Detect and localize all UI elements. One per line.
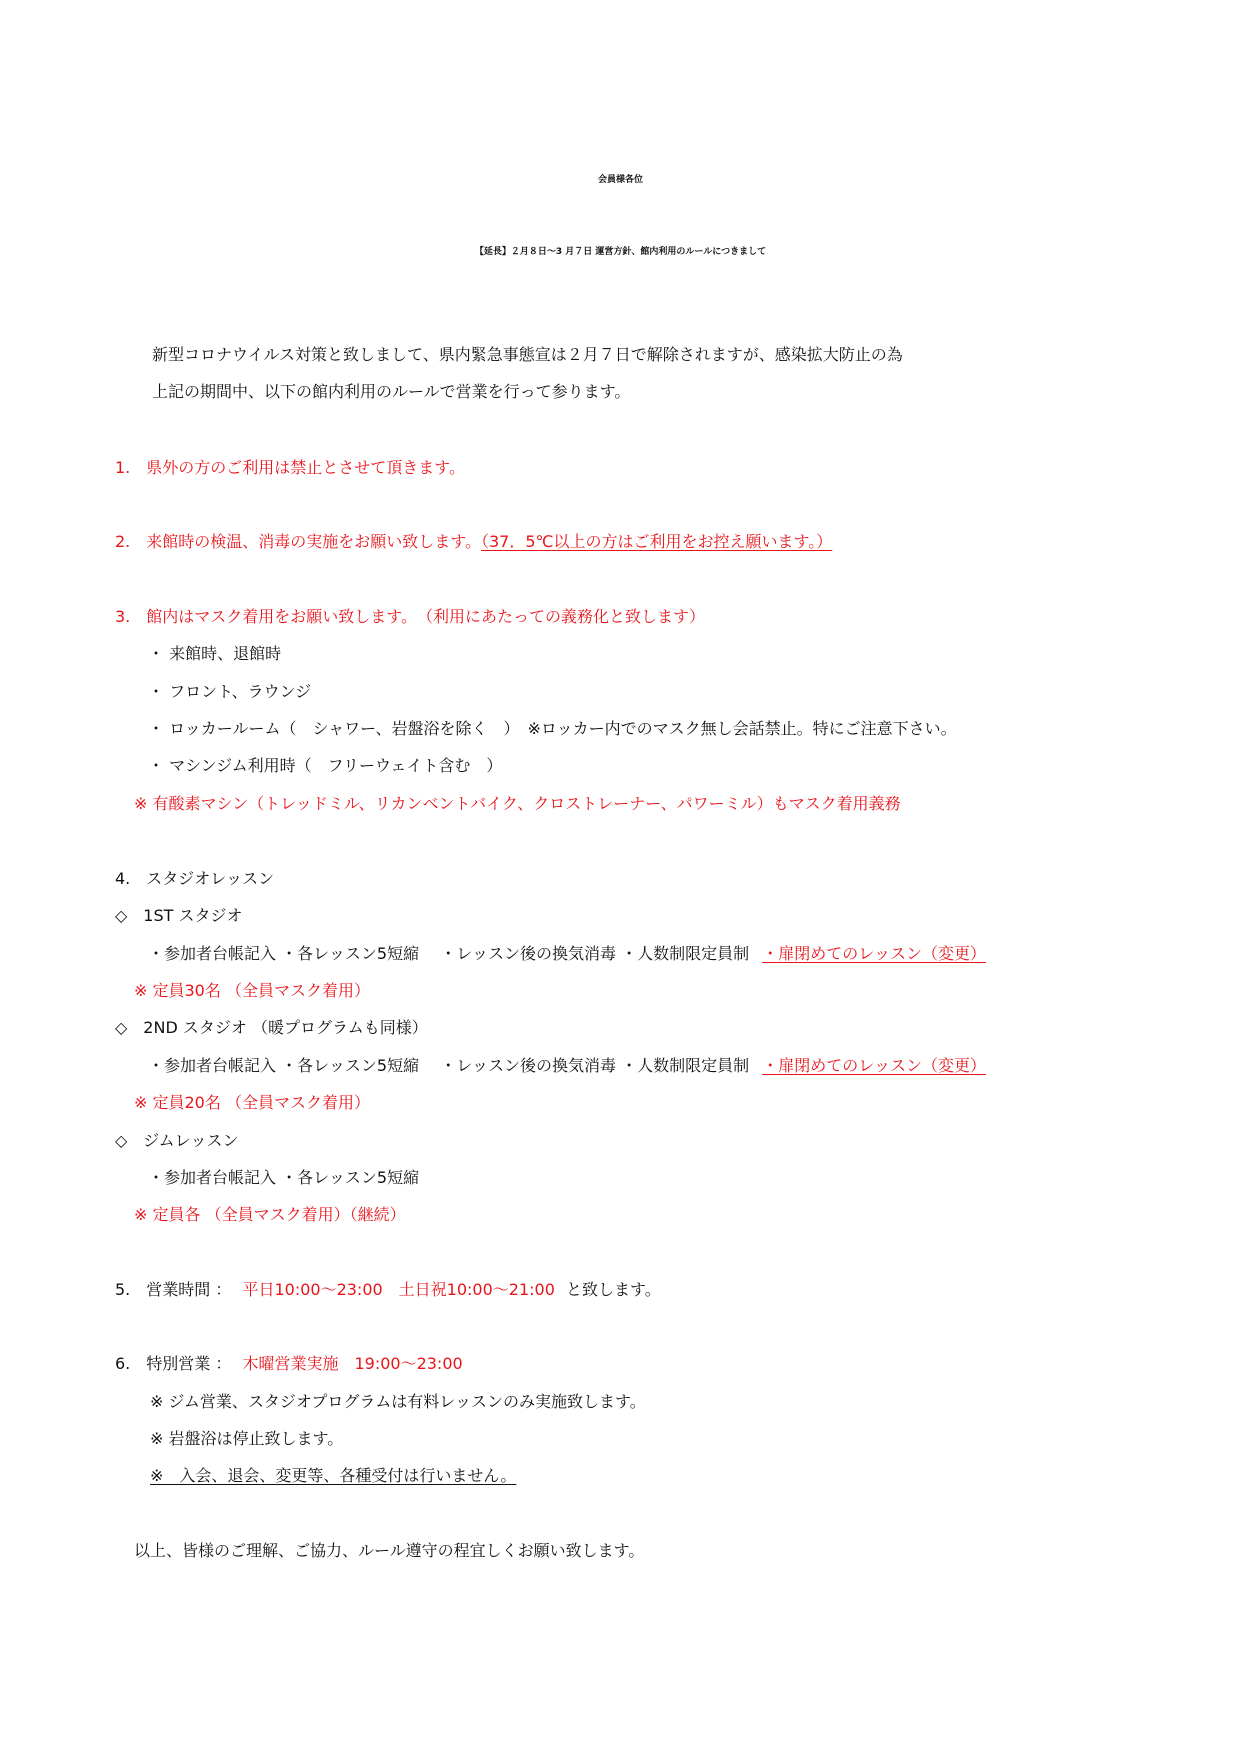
- section-6-label: 6. 特別営業 ：: [115, 1354, 232, 1373]
- studio-1-capacity: ※ 定員30名 （全員マスク着用）: [134, 981, 370, 1000]
- document-subtitle: 【延長】２月８日～3 月７日 運営方針、館内利用のルールにつきまして: [474, 247, 767, 257]
- section-3-item-2: ・ フロント、ラウンジ: [148, 682, 312, 701]
- section-6: [115, 1356, 463, 1372]
- section-5-hours: 平日10:00～23:00 土日祝10:00～21:00: [242, 1280, 555, 1299]
- studio-1-rules: [148, 946, 986, 962]
- section-3-item-3: ・ ロッカールーム（ シャワー、岩盤浴を除く ） ※ロッカー内でのマスク無し会話禁止。特にご注意下さい。: [148, 719, 957, 738]
- section-3-item-1: ・ 来館時、退館時: [148, 644, 282, 663]
- intro-line-1: 新型コロナウイルス対策と致しまして、県内緊急事態宣は２月７日で解除されますが、感染拡大防止の為: [152, 345, 903, 364]
- section-1: 1. 県外の方のご利用は禁止とさせて頂きます。: [115, 458, 465, 477]
- gym-lesson-rules: ・参加者台帳記入 ・各レッスン5短縮: [148, 1168, 420, 1187]
- section-5: [115, 1282, 661, 1298]
- studio-2-capacity: ※ 定員20名 （全員マスク着用）: [134, 1093, 370, 1112]
- section-4-heading: 4. スタジオレッスン: [115, 869, 275, 888]
- intro-line-2: 上記の期間中、以下の館内利用のルールで営業を行って参ります。: [152, 382, 631, 401]
- section-3-heading: 3. 館内はマスク着用をお願い致します。 （利用にあたっての義務化と致します）: [115, 607, 705, 626]
- section-6-value: 木曜営業実施 19:00～23:00: [242, 1354, 463, 1373]
- studio-2-rules: [148, 1058, 986, 1074]
- gym-lesson-label: ◇ ジムレッスン: [115, 1131, 239, 1150]
- studio-1-rules-text: ・参加者台帳記入 ・各レッスン5短縮 ・レッスン後の換気消毒 ・人数制限定員制: [148, 944, 750, 963]
- section-3-note: ※ 有酸素マシン（トレッドミル、リカンベントバイク、クロストレーナー、パワーミル）もマスク着用義務: [134, 794, 901, 813]
- studio-2-rules-text: ・参加者台帳記入 ・各レッスン5短縮 ・レッスン後の換気消毒 ・人数制限定員制: [148, 1056, 750, 1075]
- studio-2-change: ・扉閉めてのレッスン（変更）: [762, 1056, 987, 1075]
- section-6-note-1: ※ ジム営業、スタジオプログラムは有料レッスンのみ実施致します。: [150, 1392, 646, 1411]
- document-title: 会員様各位: [597, 175, 643, 185]
- section-2-text: 2. 来館時の検温、消毒の実施をお願い致します。: [115, 532, 481, 551]
- section-2: [115, 534, 832, 550]
- studio-2-label: ◇ 2ND スタジオ （暖プログラムも同様）: [115, 1018, 428, 1037]
- section-6-note-3: ※ 入会、退会、変更等、各種受付は行いません。: [150, 1466, 517, 1485]
- studio-1-label: ◇ 1ST スタジオ: [115, 906, 243, 925]
- closing-text: 以上、皆様のご理解、ご協力、ルール遵守の程宜しくお願い致します。: [134, 1541, 645, 1560]
- section-5-tail: と致します。: [566, 1280, 661, 1299]
- studio-1-change: ・扉閉めてのレッスン（変更）: [762, 944, 987, 963]
- gym-lesson-capacity: ※ 定員各 （全員マスク着用）（継続）: [134, 1205, 406, 1224]
- section-6-note-2: ※ 岩盤浴は停止致します。: [150, 1429, 344, 1448]
- section-5-label: 5. 営業時間 ：: [115, 1280, 232, 1299]
- section-2-note: （37．5℃以上の方はご利用をお控え願います。）: [481, 532, 833, 551]
- section-3-item-4: ・ マシンジム利用時（ フリーウェイト含む ）: [148, 756, 503, 775]
